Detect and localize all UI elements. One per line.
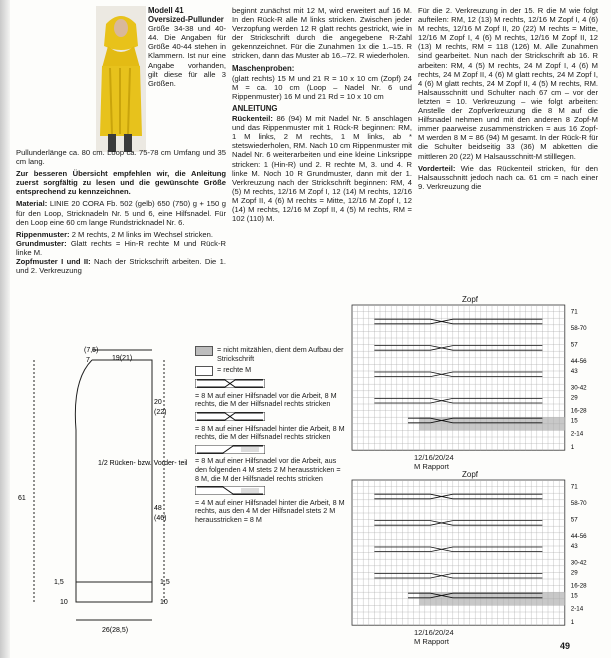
column-1 — [16, 148, 226, 278]
sch-right-mid: 48 — [154, 505, 162, 512]
header-block — [148, 6, 226, 91]
rib-text: 2 M rechts, 2 M links im Wechsel stricken. — [71, 229, 213, 239]
sch-left-bottom: 10 — [60, 599, 68, 606]
legend-item — [195, 366, 345, 376]
legend-text: = 8 M auf einer Hilfsnadel hinter die Arbeit, 8 M rechts, die M der Hilfsnadel rechts stricken — [195, 423, 345, 442]
sch-center-label: 1/2 Rücken- bzw. Vorder- teil — [98, 460, 188, 467]
row-label: 43 — [570, 543, 578, 550]
legend-text: = 4 M auf einer Hilfsnadel hinter die Arbeit, 8 M rechts, aus den 4 M der Hilfsnadel stets 2 M herausstricken = 8 M — [195, 497, 345, 524]
basic-text: Glatt rechts = Hin-R rechte M und Rück-R linke M. — [16, 238, 226, 257]
legend-item — [195, 346, 345, 363]
cable-symbol-icon — [195, 445, 265, 454]
sch-right-top: 20 — [154, 399, 162, 406]
model-photo — [96, 6, 146, 152]
row-label: 30-42 — [570, 384, 587, 392]
row-label: 29 — [570, 394, 578, 402]
chart2-rapport: 12/16/20/24 M Rapport — [414, 628, 454, 646]
legend-text: = rechte M — [217, 365, 252, 375]
white-swatch — [195, 366, 213, 376]
cable-symbol-icon — [195, 379, 265, 388]
sch-left-small: 1,5 — [54, 579, 64, 586]
row-label: 30-42 — [570, 559, 587, 567]
legend-item — [195, 486, 345, 524]
column-2 — [232, 6, 412, 226]
basic-label: Grundmuster: — [16, 238, 67, 248]
gauge-label: Maschenproben: — [232, 63, 295, 73]
rib-label: Rippenmuster: — [16, 229, 70, 239]
cable-symbol-icon — [195, 412, 265, 421]
sch-right-top2: (22) — [154, 409, 167, 416]
instructions-label: ANLEITUNG — [232, 103, 278, 113]
measures-text: Pullunderlänge ca. 80 cm. Loop ca. 75-78 cm Umfang und 35 cm lang. — [16, 148, 226, 167]
row-label: 2-14 — [570, 605, 584, 613]
chart2-grid — [350, 478, 605, 638]
intro-text: Zur besseren Übersicht empfehlen wir, die Anleitung zuerst sorgfältig zu lesen und die gewünschte Größe entsprechend zu kennzeichnen. — [16, 169, 226, 197]
chart1-title: Zopf — [462, 295, 479, 304]
back-text: 86 (94) M mit Nadel Nr. 5 anschlagen und das Rippenmuster mit 1 Rück-R beginnen: RM, 1 M links, 2 M rechts, 1 M links, ab * stetswiederholen, RM. Nach 10 cm Rippenmuster mit Nadel Nr. 6 weiterarbeiten und eine kleine Linksrippe stricken: 1 (Hin-R) und 2. R rechte M, 3. und 4. R linke M. Noch 10 R Grundmuster, dann mit der 1. Verkreuzung nach der Strickschrift beginnen: RM, 4 (5) M rechts, 12/16 M Zopf I, 12 (14) M rechts, 12/16 M Zopf II, 4 (6) M rechts = Mitte, 12/16 M Zopf I, 12 (14) M rechts, 12/16 M Zopf II, 4 (5) M rechts, RM = 102 (110) M. — [232, 114, 412, 224]
legend-text: = 8 M auf einer Hilfsnadel vor die Arbeit, aus den folgenden 4 M stets 2 M herausstricken = 8 M, die M der Hilfsnadel rechts stricken — [195, 456, 341, 483]
model-subtitle: Oversized-Pullunder — [148, 15, 224, 25]
row-label: 16-28 — [570, 582, 587, 590]
material-text: LINIE 20 CORA Fb. 502 (gelb) 650 (750) g + 150 g für den Loop, Stricknadeln Nr. 5 und 6, eine Hilfsnadel. Für den Loop eine 60 cm lange Rundstricknadel Nr. 6. — [16, 199, 226, 227]
sch-right-mid2: (46) — [154, 515, 167, 522]
row-label: 57 — [570, 516, 578, 524]
legend-item — [195, 445, 345, 483]
column-3 — [418, 6, 598, 194]
sch-bottom-width: 26(28,5) — [102, 627, 129, 634]
row-label: 44-56 — [570, 358, 587, 366]
row-label: 1 — [570, 443, 575, 451]
cable-text: Nach der Strickschrift arbeiten. Die 1. und 2. Verkreuzung — [16, 257, 226, 276]
chart-legend — [195, 346, 345, 525]
row-label: 15 — [570, 417, 578, 425]
front-label: Vorderteil: — [418, 163, 456, 173]
row-label: 71 — [570, 308, 578, 316]
sch-right-small: 1,5 — [160, 579, 170, 586]
chart1-rapport: 12/16/20/24 M Rapport — [414, 453, 454, 471]
sch-top-left: (7,5) — [84, 347, 99, 354]
col3-intro: Für die 2. Verkreuzung in der 15. R die M wie folgt aufteilen: RM, 12 (13) M rechts, 12/16 M Zopf I, 4 (6) M rechts, 12/16 M Zopf II, 20 (22) M rechts = Mitte, 12/16 M Zopf I, 4 (6) M rechts, 12/16 M Zopf II, 12 (13) M rechts, RM = 118 (126) M. Alle Zunahmen sind gearbeitet. Nun nach der Strickschrift ab 16. R arbeiten: RM, 4 (5) M rechts, 24 M Zopf I, 4 (6) M rechts, 24 M Zopf II, 4 (6) M glatt rechts, 24 M Zopf I, 4 (6) M glatt rechts, 24 M Zopf II, 4 (5) M rechts, RM. Halsausschnitt und Schulter nach 67 cm – vor der letzten = 10. Verkreuzung – wie folgt arbeiten: Anstelle der Zopfverkreuzung die 8 M auf die Hilfsnadel nehmen und mit den anderen 8 Zopf-M immer paarweise zusammenstricken = aus 16 Zopf-M werden 8 M = 86 (94) M gesamt. In der Rück-R für die Schulter beidseitig 33 (36) M abketten die mittleren 20 (22) M Halsausschnitt-M stilllegen. — [418, 6, 598, 161]
legend-text: = 8 M auf einer Hilfsnadel vor die Arbeit, 8 M rechts, die M der Hilfsnadel rechts stricken — [195, 390, 337, 409]
row-label: 71 — [570, 483, 578, 491]
legend-item — [195, 379, 345, 409]
chart1-grid — [350, 303, 605, 463]
row-label: 58-70 — [570, 325, 587, 333]
cable-symbol-icon — [195, 486, 265, 495]
row-label: 2-14 — [570, 430, 584, 438]
col2-intro: beginnt zunächst mit 12 M, wird erweitert auf 16 M. In den Rück-R alle M links stricken. Zwischen jeder Verzopfung werden 12 R glatt rechts gestrickt, wie in der Strickschrift durch die angegebene R-Zahl gekennzeichnet. Für die Zunahmen 1x die 1.–15. R stricken, dann das Muster ab 16.–72. R wiederholen. — [232, 6, 412, 61]
page-spine-shadow — [0, 0, 10, 658]
garment-schematic — [14, 340, 194, 640]
front-text: Wie das Rückenteil stricken, für den Halsausschnitt jedoch nach ca. 61 cm = nach einer 9. Verkreuzung die — [418, 163, 598, 191]
sizes-text: Größe 34-38 und 40-44. Die Angaben für Größe 40-44 stehen in Klammern. Ist nur eine Angabe vorhanden, gilt diese für alle 3 Größen. — [148, 24, 226, 88]
row-label: 29 — [570, 569, 578, 577]
sch-top-width: 19(21) — [112, 355, 133, 362]
chart2-title: Zopf — [462, 470, 479, 479]
row-label: 16-28 — [570, 407, 587, 415]
row-label: 44-56 — [570, 533, 587, 541]
sch-right-bottom: 10 — [160, 599, 168, 606]
legend-text: = nicht mitzählen, dient dem Aufbau der Strickschrift — [217, 345, 344, 363]
grey-swatch — [195, 346, 213, 356]
row-label: 57 — [570, 341, 578, 349]
sch-left-height: 61 — [18, 495, 26, 502]
legend-item — [195, 412, 345, 442]
cable-label: Zopfmuster I und II: — [16, 257, 91, 267]
row-label: 58-70 — [570, 500, 587, 508]
row-label: 43 — [570, 368, 578, 375]
row-label: 1 — [570, 618, 575, 626]
row-label: 15 — [570, 592, 578, 600]
back-label: Rückenteil: — [232, 114, 273, 124]
sch-top-left2: 7 — [86, 357, 90, 364]
model-title: Modell 41 — [148, 6, 184, 15]
material-label: Material: — [16, 199, 48, 209]
gauge-text: (glatt rechts) 15 M und 21 R = 10 x 10 cm (Zopf) 24 M = ca. 10 cm (Loop – Nadel Nr. 6 und Rippenmuster) 16 M und 21 Rd = 10 x 10 cm — [232, 73, 412, 101]
page-number: 49 — [560, 641, 571, 651]
